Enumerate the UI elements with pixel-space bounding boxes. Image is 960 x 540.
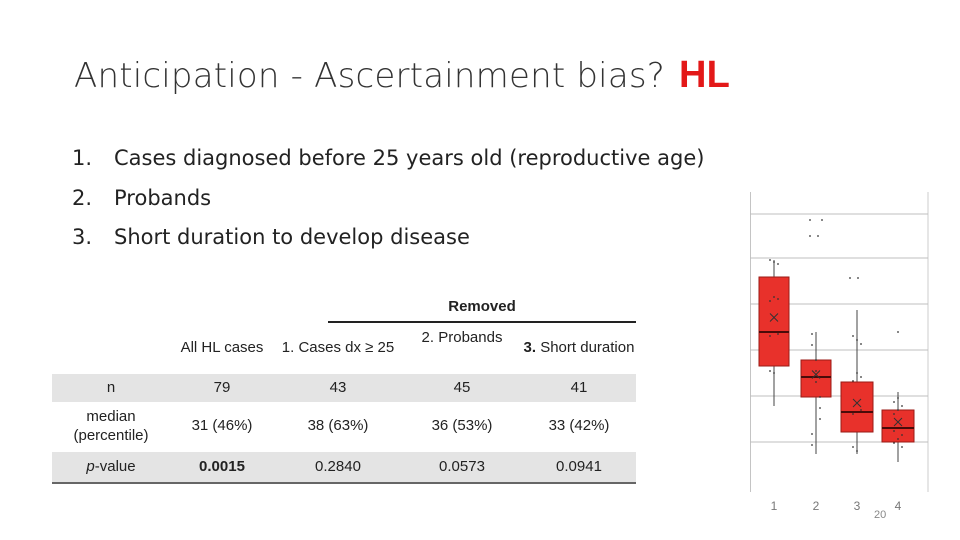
list-item-number: 2. bbox=[72, 185, 93, 210]
data-point bbox=[769, 335, 771, 337]
table-cell: 0.0015 bbox=[199, 458, 245, 476]
table-row bbox=[52, 374, 636, 402]
table-cell: 45 bbox=[453, 379, 471, 397]
data-point bbox=[809, 219, 811, 221]
data-point bbox=[769, 370, 771, 372]
boxplot-chart bbox=[750, 192, 930, 522]
slide-title bbox=[74, 54, 730, 97]
data-point bbox=[893, 401, 895, 403]
box bbox=[841, 382, 873, 432]
data-point bbox=[773, 372, 775, 374]
row-label: median (percentile) bbox=[73, 407, 149, 444]
data-point bbox=[811, 344, 813, 346]
data-point bbox=[819, 396, 821, 398]
table-cell: 0.0941 bbox=[556, 458, 602, 476]
page-number: 20 bbox=[874, 509, 887, 521]
data-point bbox=[769, 300, 771, 302]
data-point bbox=[809, 235, 811, 237]
data-point bbox=[901, 446, 903, 448]
data-point bbox=[773, 261, 775, 263]
data-point bbox=[856, 450, 858, 452]
data-point bbox=[897, 409, 899, 411]
data-point bbox=[860, 409, 862, 411]
data-point bbox=[857, 277, 859, 279]
x-tick-label: 2 bbox=[812, 499, 820, 513]
slide-title-text: Anticipation - Ascertainment bias? bbox=[74, 56, 666, 96]
table-row bbox=[52, 452, 636, 482]
data-point bbox=[815, 370, 817, 372]
group-header-rule bbox=[328, 321, 636, 323]
results-table bbox=[52, 294, 636, 484]
table-cell: 41 bbox=[570, 379, 588, 397]
table-cell: 79 bbox=[213, 379, 231, 397]
data-point bbox=[777, 298, 779, 300]
table-cell: 38 (63%) bbox=[307, 417, 369, 435]
data-point bbox=[901, 405, 903, 407]
box bbox=[759, 277, 789, 366]
data-point bbox=[893, 413, 895, 415]
data-point bbox=[860, 376, 862, 378]
list-item bbox=[72, 146, 704, 186]
header-all-cases: All HL cases bbox=[180, 339, 264, 357]
list-item-number: 3. bbox=[72, 225, 93, 249]
data-point bbox=[815, 381, 817, 383]
list-item-number: 1. bbox=[72, 146, 93, 170]
data-point bbox=[849, 277, 851, 279]
data-point bbox=[893, 430, 895, 432]
data-point bbox=[777, 263, 779, 265]
data-point bbox=[769, 259, 771, 261]
removed-group-header: Removed bbox=[448, 298, 516, 315]
list-item-text: Probands bbox=[114, 185, 212, 210]
data-point bbox=[860, 343, 862, 345]
table-bottom-rule bbox=[52, 482, 636, 484]
data-point bbox=[901, 434, 903, 436]
table-header-row bbox=[52, 324, 636, 372]
box bbox=[882, 410, 914, 442]
plot-boxes bbox=[759, 260, 914, 462]
header-cases-dx: 1. Cases dx ≥ 25 bbox=[281, 339, 395, 357]
data-point bbox=[893, 442, 895, 444]
table-cell: 0.2840 bbox=[315, 458, 361, 476]
data-point bbox=[852, 446, 854, 448]
list-item-text: Short duration to develop disease bbox=[114, 225, 470, 249]
table-cell: 31 (46%) bbox=[191, 417, 253, 435]
table-cell: 36 (53%) bbox=[431, 417, 493, 435]
table-cell: 0.0573 bbox=[439, 458, 485, 476]
data-point bbox=[819, 407, 821, 409]
table-row bbox=[52, 402, 636, 450]
data-point bbox=[852, 335, 854, 337]
row-label: p-value bbox=[86, 458, 136, 476]
data-point bbox=[811, 444, 813, 446]
data-point bbox=[897, 438, 899, 440]
data-point bbox=[852, 380, 854, 382]
list-item-text: Cases diagnosed before 25 years old (reproductive age) bbox=[114, 146, 705, 170]
list-item bbox=[72, 186, 704, 226]
data-point bbox=[777, 333, 779, 335]
x-tick-label: 1 bbox=[770, 499, 778, 513]
data-point bbox=[815, 359, 817, 361]
data-point bbox=[811, 333, 813, 335]
data-point bbox=[897, 397, 899, 399]
data-point bbox=[897, 331, 899, 333]
table-cell: 33 (42%) bbox=[548, 417, 610, 435]
data-point bbox=[817, 235, 819, 237]
list-item bbox=[72, 225, 704, 265]
row-label: n bbox=[106, 379, 116, 397]
table-cell: 43 bbox=[329, 379, 347, 397]
data-point bbox=[852, 413, 854, 415]
slide-title-tag: HL bbox=[679, 54, 731, 96]
data-point bbox=[819, 418, 821, 420]
criteria-list bbox=[72, 146, 704, 265]
data-point bbox=[773, 296, 775, 298]
x-tick-label: 4 bbox=[894, 499, 902, 513]
header-probands: 2. Probands bbox=[421, 329, 503, 346]
x-tick-label: 3 bbox=[853, 499, 861, 513]
data-point bbox=[811, 433, 813, 435]
data-point bbox=[856, 339, 858, 341]
header-short-duration: 3. Short duration bbox=[523, 339, 635, 357]
box bbox=[801, 360, 831, 397]
data-point bbox=[821, 219, 823, 221]
data-point bbox=[856, 372, 858, 374]
